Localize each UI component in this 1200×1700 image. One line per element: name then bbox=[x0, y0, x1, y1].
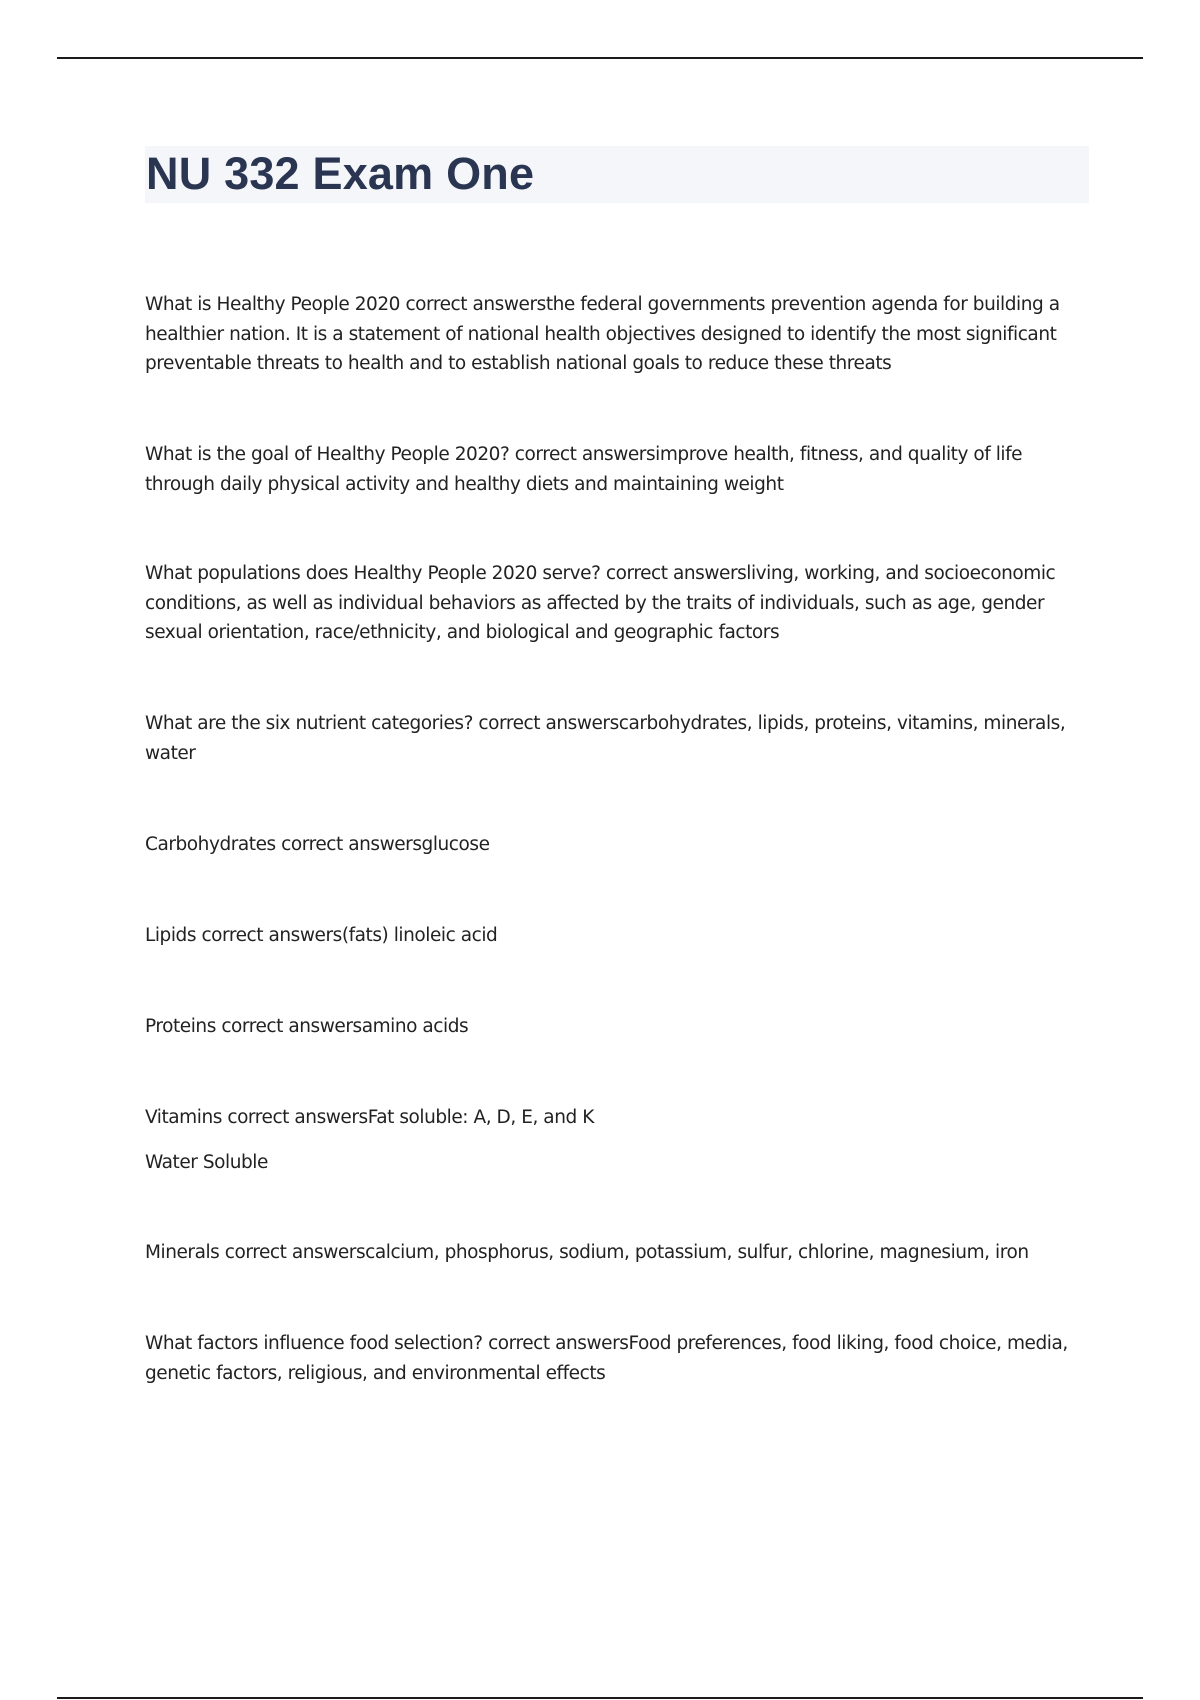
question-text: Vitamins bbox=[145, 1107, 222, 1128]
question-text: What factors influence food selection? bbox=[145, 1333, 483, 1354]
answer-marker: correct answers bbox=[201, 925, 342, 946]
question-text: What is the goal of Healthy People 2020? bbox=[145, 444, 510, 465]
question-text: What is Healthy People 2020 bbox=[145, 294, 400, 315]
answer-marker: correct answers bbox=[478, 713, 619, 734]
question-text: What are the six nutrient categories? bbox=[145, 713, 473, 734]
answer-marker: correct answers bbox=[221, 1016, 362, 1037]
answer-text: Food preferences, food liking, food choice, media, genetic factors, religious, and environmental effects bbox=[145, 1333, 1068, 1384]
question-text: Lipids bbox=[145, 925, 197, 946]
answer-text: glucose bbox=[421, 834, 490, 855]
question-text: Minerals bbox=[145, 1242, 220, 1263]
answer-text: carbohydrates, lipids, proteins, vitamins, minerals, water bbox=[145, 713, 1066, 764]
answer-marker: correct answers bbox=[514, 444, 656, 465]
top-rule bbox=[57, 57, 1143, 59]
answer-text: amino acids bbox=[361, 1016, 469, 1037]
answer-text: Fat soluble: A, D, E, and K bbox=[367, 1107, 594, 1128]
answer-text: (fats) linoleic acid bbox=[341, 925, 498, 946]
qa-entry-7 bbox=[145, 1012, 1095, 1042]
qa-entry-6 bbox=[145, 921, 1095, 951]
answer-marker: correct answers bbox=[488, 1333, 629, 1354]
answer-text: improve health, fitness, and quality of life through daily physical activity and healthy diets and maintaining weight bbox=[145, 444, 1023, 495]
answer-text: calcium, phosphorus, sodium, potassium, sulfur, chlorine, magnesium, iron bbox=[365, 1242, 1029, 1263]
question-text: Proteins bbox=[145, 1016, 216, 1037]
qa-entry-4 bbox=[145, 709, 1095, 768]
qa-entry-8-continuation: Water Soluble bbox=[145, 1152, 268, 1173]
answer-marker: correct answers bbox=[405, 294, 546, 315]
answer-text: living, working, and socioeconomic conditions, as well as individual behaviors as affected by the traits of individuals, such as age, gender sexual orientation, race/ethnicity, and biological and geographic factors bbox=[145, 563, 1056, 643]
qa-entry-3 bbox=[145, 559, 1095, 648]
qa-entry-5 bbox=[145, 830, 1095, 860]
bottom-rule bbox=[57, 1697, 1143, 1699]
answer-marker: correct answers bbox=[227, 1107, 368, 1128]
question-text: Carbohydrates bbox=[145, 834, 276, 855]
qa-entry-9 bbox=[145, 1238, 1095, 1268]
answer-text: the federal governments prevention agenda for building a healthier nation. It is a statement of national health objectives designed to identify the most significant preventable threats to health and to establish national goals to reduce these threats bbox=[145, 294, 1060, 374]
document-title: NU 332 Exam One bbox=[146, 148, 535, 199]
qa-entry-8 bbox=[145, 1103, 1095, 1133]
qa-entry-10 bbox=[145, 1329, 1095, 1388]
qa-entry-2 bbox=[145, 440, 1095, 499]
question-text: What populations does Healthy People 2020 serve? bbox=[145, 563, 601, 584]
qa-entry-1 bbox=[145, 290, 1095, 379]
answer-marker: correct answers bbox=[224, 1242, 366, 1263]
answer-marker: correct answers bbox=[281, 834, 422, 855]
answer-marker: correct answers bbox=[605, 563, 747, 584]
